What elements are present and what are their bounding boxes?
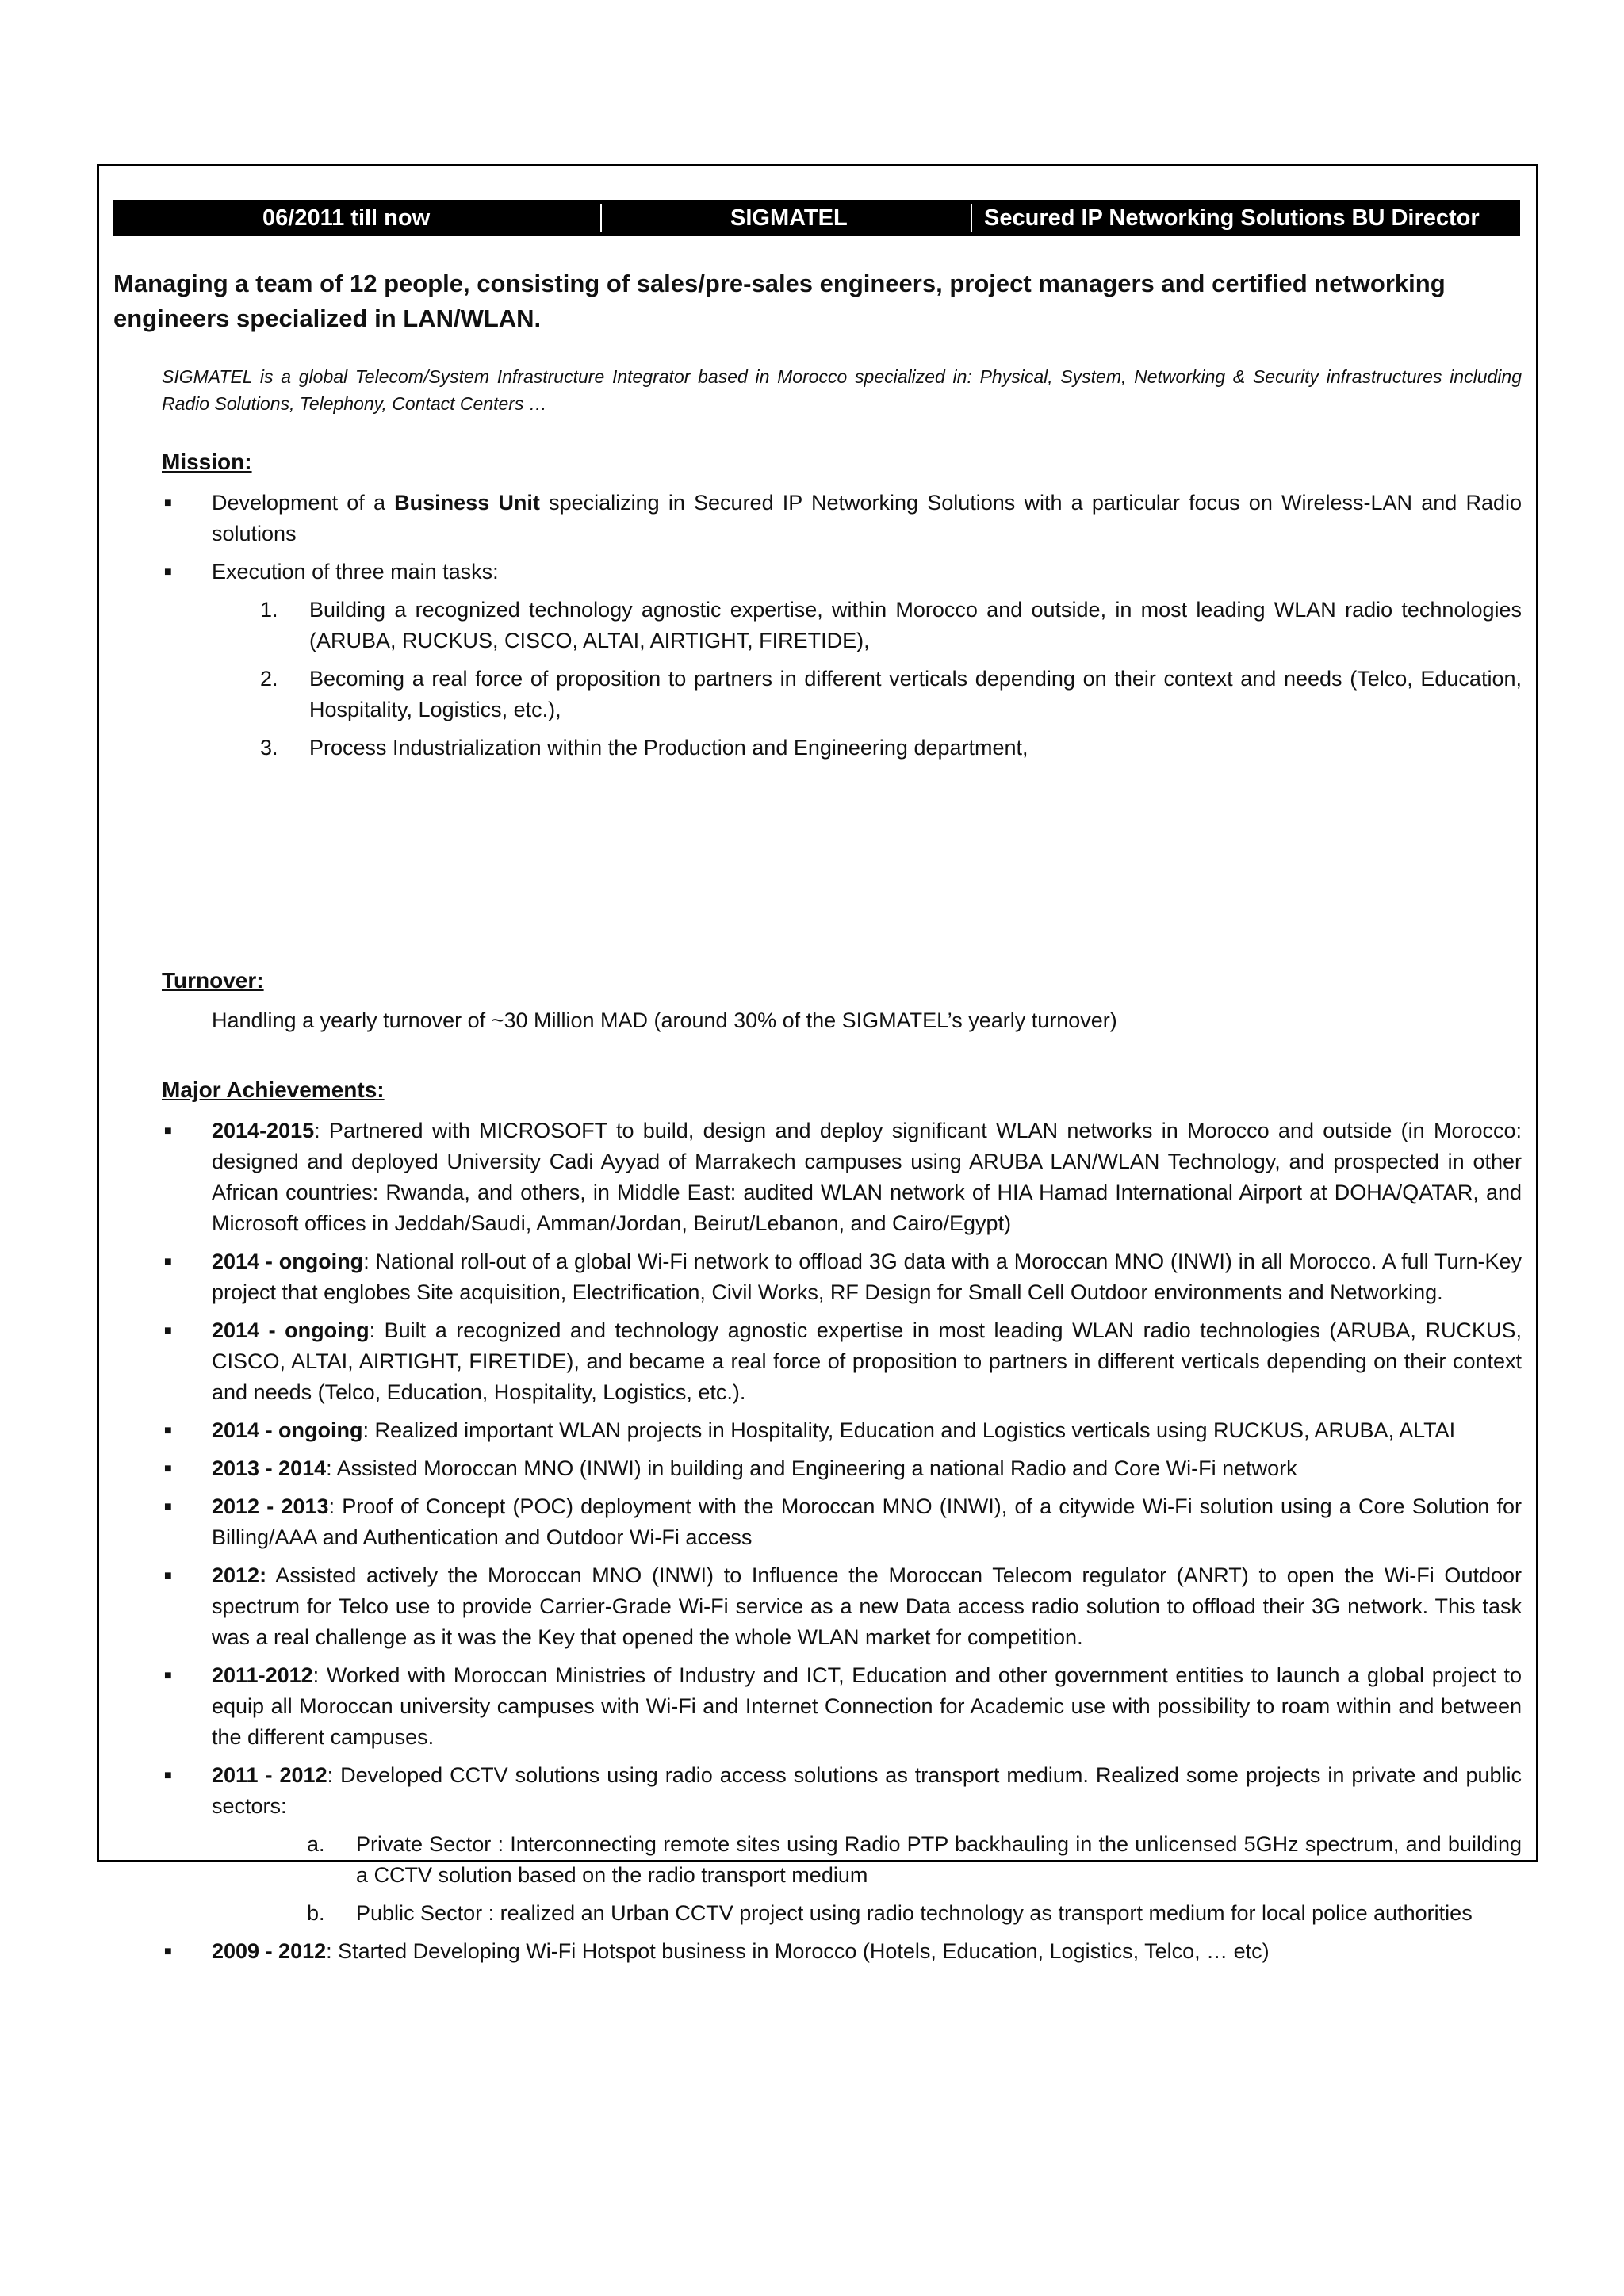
list-item: ■ 2009 - 2012: Started Developing Wi-Fi Hotspot business in Morocco (Hotels, Education, Logistics, Telco, … etc)	[162, 1936, 1522, 1967]
bullet-icon: ■	[164, 1255, 172, 1269]
list-item: ■ 2011 - 2012: Developed CCTV solutions using radio access solutions as transport medium. Realized some projects in private and public sectors:	[162, 1760, 1522, 1822]
list-item: ■ 2014-2015: Partnered with MICROSOFT to build, design and deploy significant WLAN networks in Morocco and outside (in Morocco: designed and deployed University Cadi Ayyad of Marrakech campuses using ARUBA LAN/WLAN Technology, and prospected in other African countries: Rwanda, and others, in Middle East: audited WLAN network of HIA Hamad International Airport at DOHA/QATAR, and Microsoft offices in Jeddah/Saudi, Amman/Jordan, Beirut/Lebanon, and Cairo/Egypt)	[162, 1115, 1522, 1239]
list-item: ■ 2014 - ongoing: National roll-out of a global Wi-Fi network to offload 3G data with a Moroccan MNO (INWI) in all Morocco. A full Turn-Key project that englobes Site acquisition, Electrification, Civil Works, RF Design for Small Cell Outdoor environments and Networking.	[162, 1246, 1522, 1308]
mission-list	[162, 488, 1522, 771]
sub-item: b. Public Sector : realized an Urban CCTV project using radio technology as transport medium for local police authorities	[307, 1901, 1473, 1925]
task-list	[162, 595, 1522, 763]
bullet-icon: ■	[164, 1500, 172, 1513]
role-summary: Managing a team of 12 people, consisting of sales/pre-sales engineers, project managers and certified networking engineers specialized in LAN/WLAN.	[113, 270, 1446, 332]
bullet-icon: ■	[164, 1669, 172, 1682]
list-item: ■ Execution of three main tasks:	[162, 557, 1522, 587]
list-item: ■ 2012: Assisted actively the Moroccan MNO (INWI) to Influence the Moroccan Telecom regulator (ANRT) to open the Wi-Fi Outdoor spectrum for Telco use to provide Carrier-Grade Wi-Fi service as a new Data access radio solution to offload their 3G network. This task was a real challenge as it was the Key that opened the whole WLAN market for competition.	[162, 1560, 1522, 1653]
turnover-title: Turnover:	[162, 968, 264, 993]
header-bar	[113, 200, 1520, 236]
bullet-icon: ■	[164, 1424, 172, 1437]
company-description: SIGMATEL is a global Telecom/System Infrastructure Integrator based in Morocco specialized in: Physical, System, Networking & Security infrastructures including Radio Solutions, Telephony, Contact Centers …	[162, 366, 1522, 414]
task-item: 1. Building a recognized technology agnostic expertise, within Morocco and outside, in most leading WLAN radio technologies (ARUBA, RUCKUS, CISCO, ALTAI, AIRTIGHT, FIRETIDE),	[260, 598, 1522, 652]
turnover-text: Handling a yearly turnover of ~30 Million MAD (around 30% of the SIGMATEL’s yearly turnover)	[212, 1008, 1117, 1032]
list-item: ■ Development of a Business Unit specializing in Secured IP Networking Solutions with a particular focus on Wireless-LAN and Radio solutions	[162, 488, 1522, 549]
mission-title: Mission:	[162, 450, 252, 474]
list-item: ■ 2012 - 2013: Proof of Concept (POC) deployment with the Moroccan MNO (INWI), of a citywide Wi-Fi solution using a Core Solution for Billing/AAA and Authentication and Outdoor Wi-Fi access	[162, 1491, 1522, 1553]
bullet-icon: ■	[164, 1324, 172, 1337]
bullet-icon: ■	[164, 1569, 172, 1582]
header-divider	[971, 204, 972, 232]
bullet-icon: ■	[164, 565, 172, 579]
list-item: ■ 2011-2012: Worked with Moroccan Ministries of Industry and ICT, Education and other government entities to launch a global project to equip all Moroccan university campuses with Wi-Fi and Internet Connection for Academic use with possibility to roam within and between the different campuses.	[162, 1660, 1522, 1753]
resume-section-frame	[97, 164, 1538, 1963]
bullet-icon: ■	[164, 1945, 172, 1958]
bullet-icon: ■	[164, 496, 172, 510]
task-item: 3. Process Industrialization within the Production and Engineering department,	[260, 736, 1028, 760]
list-item: ■ 2014 - ongoing: Built a recognized and technology agnostic expertise in most leading WLAN radio technologies (ARUBA, RUCKUS, CISCO, ALTAI, AIRTIGHT, FIRETIDE), and became a real force of proposition to partners in different verticals depending on their context and needs (Telco, Education, Hospitality, Logistics, etc.).	[162, 1315, 1522, 1408]
list-item: ■ 2014 - ongoing: Realized important WLAN projects in Hospitality, Education and Logistics verticals using RUCKUS, ARUBA, ALTAI	[162, 1415, 1522, 1446]
list-item: ■ 2013 - 2014: Assisted Moroccan MNO (INWI) in building and Engineering a national Radio and Core Wi-Fi network	[162, 1453, 1522, 1484]
achievements-list	[162, 1115, 1522, 1974]
sub-item: a. Private Sector : Interconnecting remote sites using Radio PTP backhauling in the unlicensed 5GHz spectrum, and building a CCTV solution based on the radio transport medium	[307, 1832, 1522, 1887]
header-period: 06/2011 till now	[262, 205, 431, 231]
task-item: 2. Becoming a real force of proposition to partners in different verticals depending on their context and needs (Telco, Education, Hospitality, Logistics, etc.),	[260, 667, 1522, 721]
sub-list	[162, 1829, 1522, 1929]
bullet-icon: ■	[164, 1462, 172, 1475]
header-role: Secured IP Networking Solutions BU Director	[984, 205, 1480, 231]
header-divider	[600, 204, 602, 232]
bullet-icon: ■	[164, 1124, 172, 1138]
bullet-icon: ■	[164, 1769, 172, 1782]
header-company: SIGMATEL	[730, 205, 848, 231]
achievements-title: Major Achievements:	[162, 1077, 385, 1102]
